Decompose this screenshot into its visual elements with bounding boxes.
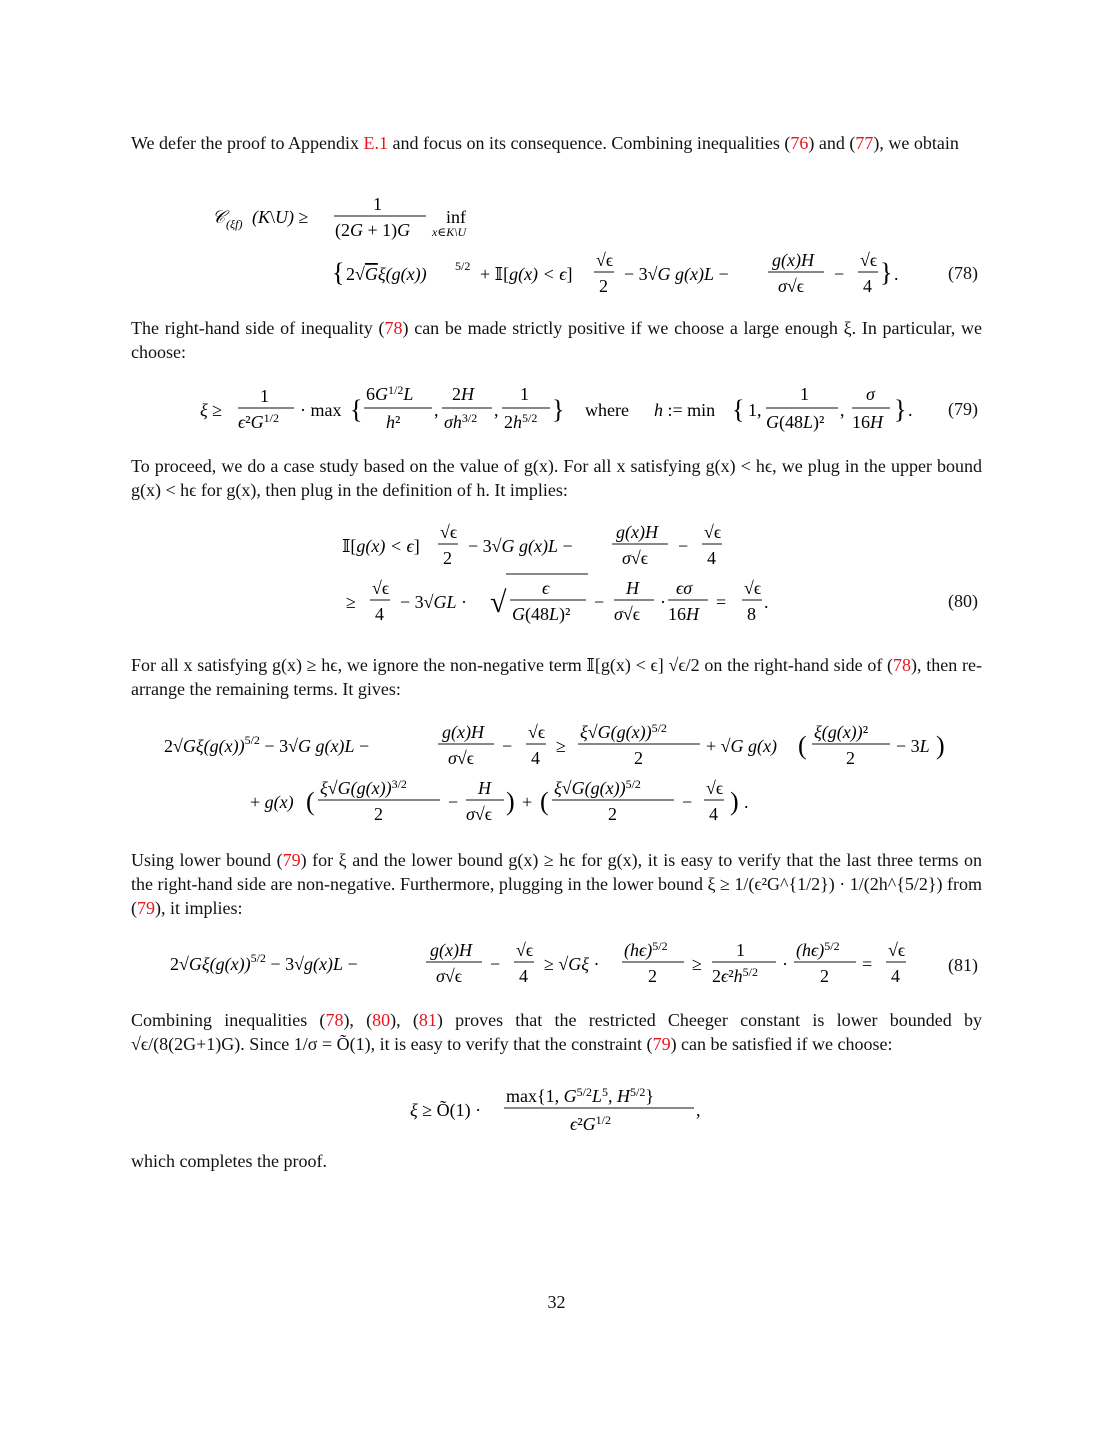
- svg-text:√ϵ: √ϵ: [516, 940, 534, 960]
- ref-eq-78[interactable]: 78: [325, 1010, 344, 1030]
- equation-label-78: (78): [948, 263, 978, 283]
- svg-text:g(x)H: g(x)H: [616, 522, 658, 542]
- svg-text:4: 4: [709, 804, 718, 824]
- svg-text:2: 2: [648, 966, 657, 986]
- svg-text:σ√ϵ: σ√ϵ: [466, 804, 493, 824]
- svg-text:g(x)H: g(x)H: [430, 940, 472, 960]
- svg-text:− 3L: − 3L: [896, 736, 930, 756]
- svg-text:,: ,: [494, 400, 499, 420]
- svg-text:≥: ≥: [692, 954, 702, 974]
- svg-text:where: where: [585, 400, 629, 420]
- svg-text:x∈K\U: x∈K\U: [432, 225, 467, 239]
- svg-text:1,: 1,: [748, 400, 762, 420]
- svg-text:· max: · max: [300, 400, 342, 420]
- svg-text:ξ√G(g(x))5/2: $\xi√G(g(x))^{5/2}$: [580, 721, 667, 742]
- text-span: ), it implies:: [155, 898, 243, 918]
- text-span: ), we obtain: [873, 133, 959, 153]
- svg-text:(2G + 1)G: (2G + 1)G: [335, 220, 411, 240]
- text-span: For all x satisfying g(x) ≥ hϵ, we ignore the non-negative term 𝕀[g(x) < ϵ] √ϵ/2 on the right-hand side of (: [131, 655, 894, 675]
- equation-label-80: (80): [948, 591, 978, 611]
- ref-eq-79[interactable]: 79: [652, 1034, 671, 1054]
- svg-text:4: 4: [891, 966, 900, 986]
- svg-text:σ√ϵ: σ√ϵ: [622, 548, 649, 568]
- text-span: To proceed, we do a case study based on the value of g(x). For all x satisfying g(x) < hϵ, we plug in the upper bound g(x) < hϵ for g(x), then plug in the definition of h. It implies:: [131, 456, 982, 500]
- svg-text:): ): [730, 787, 739, 816]
- svg-text:+ 𝕀[g(x) < ϵ]: + 𝕀[g(x) < ϵ]: [480, 264, 573, 284]
- svg-text:ϵ²G1/2: $\epsilon^2G^{1/2}$: [238, 411, 280, 432]
- svg-text:2: 2: [608, 804, 617, 824]
- svg-text:−: −: [678, 536, 689, 556]
- svg-text:2√Gξ(g(x))5/2 − 3√g(x)L −: $2√G\xi(g(x))^{5/2} - 3√g(x)L$ −: [170, 951, 358, 974]
- svg-text:H: H: [478, 778, 491, 798]
- svg-text:5/2: 5/2: [455, 259, 471, 273]
- ref-eq-77[interactable]: 77: [855, 133, 874, 153]
- svg-text:8: 8: [747, 604, 756, 624]
- svg-text:σ√ϵ: σ√ϵ: [778, 276, 805, 296]
- text-span: ), (: [390, 1010, 419, 1030]
- svg-text:𝒞: 𝒞: [212, 207, 226, 227]
- svg-text:−: −: [682, 792, 693, 812]
- svg-text:1: 1: [520, 384, 529, 404]
- svg-text:2: 2: [634, 748, 643, 768]
- svg-text:ξ√G(g(x))3/2: $\xi√G(g(x))^{3/2}$: [320, 777, 407, 798]
- svg-text:√ϵ: √ϵ: [596, 250, 614, 270]
- svg-text:}: }: [894, 395, 907, 424]
- equation-label-81: (81): [948, 955, 978, 975]
- svg-text:σ√ϵ: σ√ϵ: [448, 748, 475, 768]
- ref-eq-81[interactable]: 81: [418, 1010, 437, 1030]
- svg-text:2: 2: [599, 276, 608, 296]
- svg-text:4: 4: [519, 966, 528, 986]
- svg-text:− 3√GL ·: − 3√GL ·: [400, 592, 468, 612]
- svg-text:−: −: [490, 954, 501, 974]
- svg-text:max{1, G5/2L5, H5/2}: max{1, $G^{5/2}L^5$, $H^{5/2}$}: [506, 1085, 654, 1106]
- svg-text:2: 2: [820, 966, 829, 986]
- svg-text:4: 4: [707, 548, 716, 568]
- svg-text:2√Gξ(g(x))5/2 − 3√G g(x)L −: $2√G\xi(g(x))^{5/2} - 3√G$ g(x)L −: [164, 733, 370, 756]
- svg-text:2h5/2: $2h^{5/2}$: [504, 411, 538, 432]
- ref-eq-76[interactable]: 76: [790, 133, 809, 153]
- svg-text:2: 2: [374, 804, 383, 824]
- svg-text:√ϵ: √ϵ: [744, 578, 762, 598]
- text-span: ) can be satisfied if we choose:: [670, 1034, 893, 1054]
- svg-text:·: ·: [660, 592, 666, 612]
- text-span: ), then re-arrange the remaining terms. It gives:: [131, 655, 982, 699]
- svg-text:√: √: [490, 586, 507, 619]
- svg-text:2H: 2H: [452, 384, 474, 404]
- svg-text:1: 1: [800, 384, 809, 404]
- svg-text:ϵσ: ϵσ: [676, 578, 693, 598]
- svg-text:.: .: [764, 592, 769, 612]
- svg-text:σ: σ: [866, 384, 875, 404]
- svg-text:=: =: [716, 592, 727, 612]
- svg-text:2: 2: [443, 548, 452, 568]
- svg-text:≥: ≥: [556, 736, 566, 756]
- text-span: ), (: [343, 1010, 373, 1030]
- svg-text:{: {: [332, 258, 345, 287]
- svg-text:σ√ϵ: σ√ϵ: [436, 966, 463, 986]
- svg-text:h := min: h := min: [654, 400, 716, 420]
- svg-text:−: −: [502, 736, 513, 756]
- svg-text:− 3√G g(x)L −: − 3√G g(x)L −: [468, 536, 573, 556]
- svg-text:1: 1: [260, 386, 269, 406]
- ref-eq-80[interactable]: 80: [372, 1010, 391, 1030]
- equation-label-79: (79): [948, 399, 978, 419]
- svg-text:≥ √Gξ ·: ≥ √Gξ ·: [544, 954, 600, 974]
- text-span: ) proves that the restricted Cheeger constant is lower bounded by √ϵ/(8(2G+1)G). Since 1/σ = Õ(1), it is easy to verify that the constraint (: [131, 1010, 982, 1054]
- svg-text:6G1/2L: $6G^{1/2}L$: [366, 383, 414, 404]
- text-span: which completes the proof.: [131, 1151, 327, 1171]
- svg-text:16H: 16H: [668, 604, 699, 624]
- svg-text:ξ(g(x))²: ξ(g(x))²: [814, 722, 869, 742]
- svg-text:σh3/2: $\sigma h^{3/2}$: [444, 411, 478, 432]
- svg-text:−: −: [834, 264, 845, 284]
- svg-text:G(48L)²: G(48L)²: [512, 604, 571, 624]
- text-span: ) for ξ and the lower bound g(x) ≥ hϵ for g(x), it is easy to verify that the last three terms on the right-hand side are non-negative. Furthermore, plugging in the lower bound ξ ≥ 1/(ϵ²G^{1/2}) · 1/(2h^{5/2}) from (: [131, 850, 983, 918]
- svg-text:(ξf): (ξf): [226, 217, 243, 231]
- svg-text:): ): [936, 731, 945, 760]
- svg-text:): ): [506, 787, 515, 816]
- svg-text:ξ ≥ Õ(1) ·: ξ ≥ Õ(1) ·: [410, 1100, 482, 1120]
- svg-text:√ϵ: √ϵ: [706, 778, 724, 798]
- svg-text:2ϵ²h5/2: $2\epsilon^2h^{5/2}$: [712, 965, 759, 986]
- svg-text:≥: ≥: [346, 592, 356, 612]
- svg-text:16H: 16H: [852, 412, 883, 432]
- ref-eq-79[interactable]: 79: [282, 850, 301, 870]
- svg-text:+ √G g(x): + √G g(x): [706, 736, 778, 756]
- svg-text:4: 4: [375, 604, 384, 624]
- svg-text:,: ,: [840, 400, 845, 420]
- svg-text:ξ√G(g(x))5/2: $\xi√G(g(x))^{5/2}$: [554, 777, 641, 798]
- svg-text:√ϵ: √ϵ: [704, 522, 722, 542]
- text-span: ) can be made strictly positive if we choose a large enough ξ. In particular, we choose:: [131, 318, 982, 362]
- svg-text:.: .: [744, 792, 749, 812]
- svg-text:g(x)H: g(x)H: [442, 722, 484, 742]
- svg-text:·: ·: [782, 954, 788, 974]
- svg-text:g(x)H: g(x)H: [772, 250, 814, 270]
- svg-text:(: (: [798, 731, 807, 760]
- svg-text:.: .: [908, 400, 913, 420]
- svg-text:4: 4: [863, 276, 872, 296]
- svg-text:−: −: [594, 592, 605, 612]
- svg-text:√ϵ: √ϵ: [528, 722, 546, 742]
- svg-text:(: (: [540, 787, 549, 816]
- svg-text:√ϵ: √ϵ: [888, 940, 906, 960]
- text-span: The right-hand side of inequality (: [131, 318, 385, 338]
- svg-text:=: =: [862, 954, 873, 974]
- text-span: We defer the proof to Appendix: [131, 133, 364, 153]
- svg-text:,: ,: [434, 400, 439, 420]
- svg-text:+: +: [522, 792, 533, 812]
- svg-text:√ϵ: √ϵ: [860, 250, 878, 270]
- svg-text:−: −: [448, 792, 459, 812]
- svg-text:√ϵ: √ϵ: [372, 578, 390, 598]
- text-span: Combining inequalities (: [131, 1010, 326, 1030]
- text-span: Using lower bound (: [131, 850, 283, 870]
- svg-text:{: {: [732, 395, 745, 424]
- page-number: 32: [547, 1292, 566, 1312]
- text-span: ) and (: [808, 133, 856, 153]
- svg-text:1: 1: [736, 940, 745, 960]
- svg-text:inf: inf: [446, 207, 466, 227]
- svg-text:H: H: [626, 578, 639, 598]
- svg-text:2√Gξ(g(x)): 2√Gξ(g(x)): [346, 264, 427, 284]
- svg-text:}: }: [880, 258, 893, 287]
- svg-text:𝕀[g(x) < ϵ]: 𝕀[g(x) < ϵ]: [342, 536, 420, 556]
- svg-text:ϵ: ϵ: [542, 578, 550, 598]
- ref-eq-78[interactable]: 78: [384, 318, 403, 338]
- svg-text:}: }: [552, 395, 565, 424]
- svg-text:.: .: [894, 264, 899, 284]
- svg-text:2: 2: [846, 748, 855, 768]
- svg-text:√ϵ: √ϵ: [440, 522, 458, 542]
- svg-text:h²: h²: [386, 412, 401, 432]
- svg-text:G(48L)²: G(48L)²: [766, 412, 825, 432]
- svg-text:− 3√G g(x)L −: − 3√G g(x)L −: [624, 264, 729, 284]
- ref-appendix-e1[interactable]: E.1: [363, 133, 388, 153]
- svg-text:{: {: [350, 395, 363, 424]
- svg-text:ξ ≥: ξ ≥: [200, 400, 223, 420]
- paragraph-conclusion: [131, 1149, 982, 1173]
- svg-text:(hϵ)5/2: $(h\epsilon)^{5/2}$: [796, 939, 840, 960]
- ref-eq-78[interactable]: 78: [893, 655, 912, 675]
- svg-text:1: 1: [373, 194, 382, 214]
- svg-text:,: ,: [696, 1100, 701, 1120]
- svg-text:4: 4: [531, 748, 540, 768]
- svg-text:(: (: [306, 787, 315, 816]
- ref-eq-79[interactable]: 79: [137, 898, 155, 918]
- svg-text:(K\U) ≥: (K\U) ≥: [252, 207, 309, 227]
- text-span: and focus on its consequence. Combining inequalities (: [387, 133, 791, 153]
- svg-text:σ√ϵ: σ√ϵ: [614, 604, 641, 624]
- svg-text:+ g(x): + g(x): [250, 792, 294, 812]
- svg-text:(hϵ)5/2: $(h\epsilon)^{5/2}$: [624, 939, 668, 960]
- svg-text:ϵ²G1/2: $\epsilon^2G^{1/2}$: [570, 1113, 612, 1134]
